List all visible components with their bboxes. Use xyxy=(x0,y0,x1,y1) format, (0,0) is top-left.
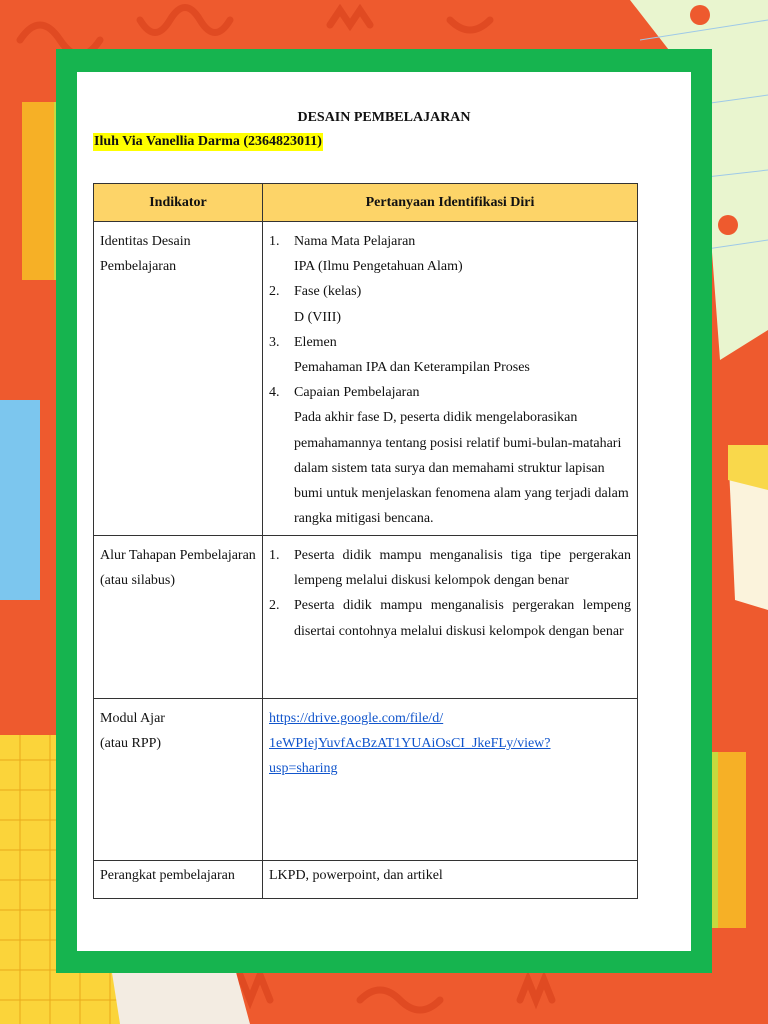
table-row xyxy=(94,699,638,861)
identity-list xyxy=(269,229,631,531)
learning-flow-list xyxy=(269,543,631,644)
row-indicator: Alur Tahapan Pembelajaran (atau silabus) xyxy=(94,536,263,699)
list-item: 1. Nama Mata Pelajaran IPA (Ilmu Pengetahuan Alam) xyxy=(269,234,463,275)
row-indicator: Identitas Desain Pembelajaran xyxy=(94,222,263,536)
list-item: 4. Capaian Pembelajaran Pada akhir fase D, peserta didik mengelaborasikan pemahamannya tentang posisi relatif bumi-bulan-matahari dalam sistem tata surya dan memahami struktur lapisan bumi untuk menjelaskan fenomena alam yang terjadi dalam rangka mitigasi bencana. xyxy=(269,385,629,527)
row-content xyxy=(263,699,638,861)
design-table xyxy=(93,183,638,899)
table-header-row xyxy=(94,184,638,222)
table-row xyxy=(94,222,638,536)
row-content: LKPD, powerpoint, dan artikel xyxy=(263,861,638,899)
row-content xyxy=(263,536,638,699)
table-row xyxy=(94,861,638,899)
table-row xyxy=(94,536,638,699)
author-name: Iluh Via Vanellia Darma (2364823011) xyxy=(94,134,322,149)
list-item: 2. Fase (kelas) D (VIII) xyxy=(269,284,362,325)
header-indikator: Indikator xyxy=(94,184,263,222)
header-pertanyaan: Pertanyaan Identifikasi Diri xyxy=(263,184,638,222)
list-item: 2. Peserta didik mampu menganalisis pergerakan lempeng disertai contohnya melalui diskusi kelompok dengan benar xyxy=(269,598,631,639)
document-title: DESAIN PEMBELAJARAN xyxy=(297,110,471,125)
row-indicator: Perangkat pembelajaran xyxy=(94,861,263,899)
list-item: 3. Elemen Pemahaman IPA dan Keterampilan Proses xyxy=(269,334,530,376)
row-indicator: Modul Ajar (atau RPP) xyxy=(94,699,263,861)
row-content xyxy=(263,222,638,536)
list-item: 1. Peserta didik mampu menganalisis tiga tipe pergerakan lempeng melalui diskusi kelompok dengan benar xyxy=(269,548,631,589)
module-link[interactable]: https://drive.google.com/file/d/ 1eWPIejYuvfAcBzAT1YUAiOsCI_JkeFLy/view? usp=sharing xyxy=(269,711,551,777)
